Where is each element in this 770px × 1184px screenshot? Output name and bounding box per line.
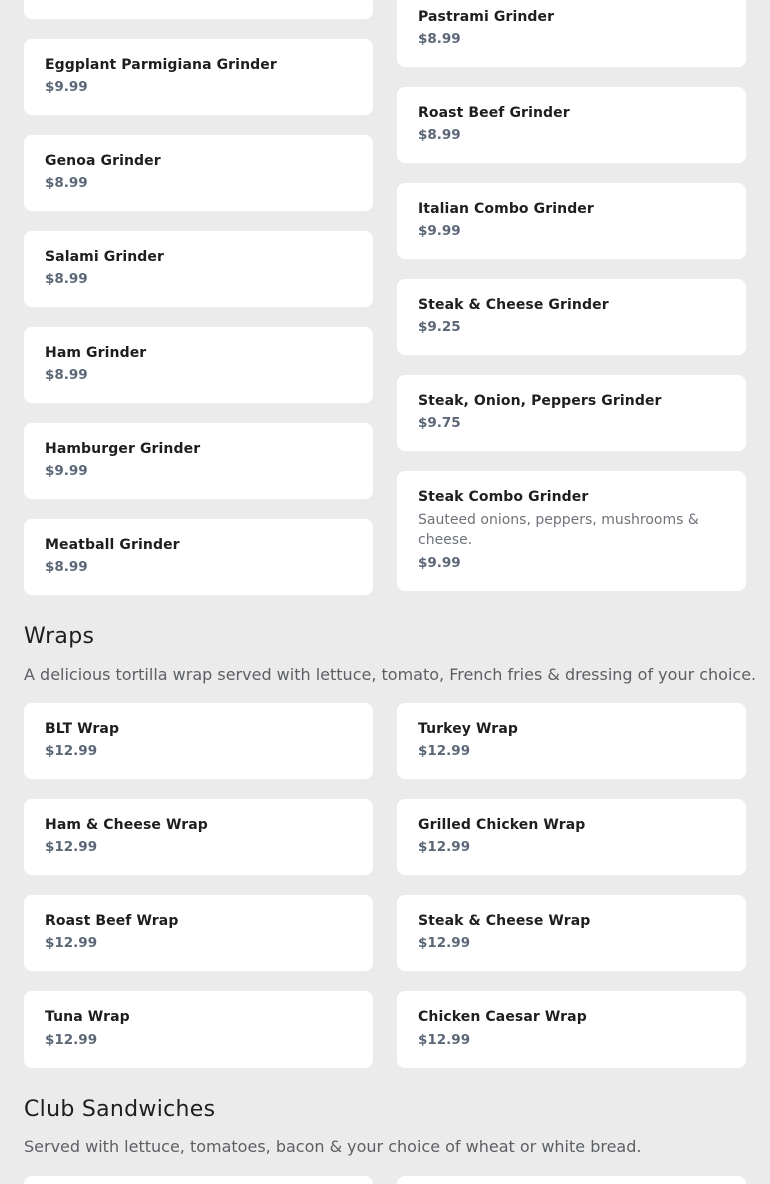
section-description-club-sandwiches: Served with lettuce, tomatoes, bacon & your choice of wheat or white bread. — [24, 1137, 642, 1156]
item-name: Ham Grinder — [45, 345, 147, 361]
menu-item-card[interactable] — [24, 231, 373, 307]
item-price: $12.99 — [418, 743, 471, 759]
item-name: Eggplant Parmigiana Grinder — [45, 57, 277, 73]
item-price: $9.99 — [418, 555, 461, 571]
item-price: $8.99 — [45, 559, 88, 575]
item-name: Chicken Caesar Wrap — [418, 1009, 587, 1025]
menu-item-card[interactable] — [24, 895, 373, 971]
menu-item-card[interactable] — [397, 799, 746, 875]
item-name: Tuna Wrap — [45, 1009, 130, 1025]
item-name: Steak Combo Grinder — [418, 489, 589, 505]
item-name: Roast Beef Grinder — [418, 105, 570, 121]
item-price: $8.99 — [45, 271, 88, 287]
item-price: $12.99 — [45, 839, 98, 855]
item-price: $8.99 — [45, 367, 88, 383]
section-description-wraps: A delicious tortilla wrap served with lettuce, tomato, French fries & dressing of your choice. — [24, 665, 757, 684]
item-name: Ham & Cheese Wrap — [45, 817, 208, 833]
section-title-club-sandwiches: Club Sandwiches — [24, 1097, 216, 1122]
item-name: Genoa Grinder — [45, 153, 161, 169]
menu-item-card[interactable] — [24, 135, 373, 211]
menu-item-card[interactable] — [397, 471, 746, 591]
item-name: Hamburger Grinder — [45, 441, 201, 457]
item-price: $9.25 — [418, 319, 461, 335]
menu-item-card[interactable] — [397, 0, 746, 67]
item-name: Grilled Chicken Wrap — [418, 817, 586, 833]
menu-item-card[interactable] — [397, 87, 746, 163]
menu-item-card[interactable] — [24, 1176, 373, 1184]
menu-item-card[interactable] — [24, 519, 373, 595]
item-price: $9.99 — [418, 223, 461, 239]
item-price: $12.99 — [45, 743, 98, 759]
menu-item-card[interactable] — [24, 327, 373, 403]
item-name: Steak & Cheese Grinder — [418, 297, 609, 313]
item-name: Steak, Onion, Peppers Grinder — [418, 393, 662, 409]
item-price: $8.99 — [418, 127, 461, 143]
menu-item-card[interactable] — [397, 375, 746, 451]
menu-item-card[interactable] — [397, 279, 746, 355]
menu-item-card[interactable] — [397, 183, 746, 259]
menu-item-card[interactable] — [24, 39, 373, 115]
item-name: Steak & Cheese Wrap — [418, 913, 591, 929]
item-name: Italian Combo Grinder — [418, 201, 594, 217]
menu-item-card[interactable] — [24, 0, 373, 19]
menu-item-card[interactable] — [397, 895, 746, 971]
item-price: $9.99 — [45, 79, 88, 95]
item-price: $12.99 — [418, 935, 471, 951]
menu-item-card[interactable] — [24, 799, 373, 875]
item-price: $12.99 — [45, 1032, 98, 1048]
item-price: $12.99 — [418, 839, 471, 855]
section-title-wraps: Wraps — [24, 624, 95, 649]
item-price: $8.99 — [418, 31, 461, 47]
item-price: $8.99 — [45, 175, 88, 191]
menu-item-card[interactable] — [24, 703, 373, 779]
menu-item-card[interactable] — [397, 1176, 746, 1184]
item-price: $12.99 — [418, 1032, 471, 1048]
item-name: Meatball Grinder — [45, 537, 180, 553]
menu-item-card[interactable] — [24, 991, 373, 1068]
item-name: Pastrami Grinder — [418, 9, 555, 25]
menu-item-card[interactable] — [24, 423, 373, 499]
item-price: $12.99 — [45, 935, 98, 951]
item-name: Turkey Wrap — [418, 721, 518, 737]
item-name: BLT Wrap — [45, 721, 120, 737]
menu-item-card[interactable] — [397, 703, 746, 779]
item-description: Sauteed onions, peppers, mushrooms & cheese. — [418, 512, 699, 548]
item-price: $9.99 — [45, 463, 88, 479]
item-price: $9.75 — [418, 415, 461, 431]
menu-item-card[interactable] — [397, 991, 746, 1068]
item-name: Roast Beef Wrap — [45, 913, 179, 929]
item-name: Salami Grinder — [45, 249, 165, 265]
